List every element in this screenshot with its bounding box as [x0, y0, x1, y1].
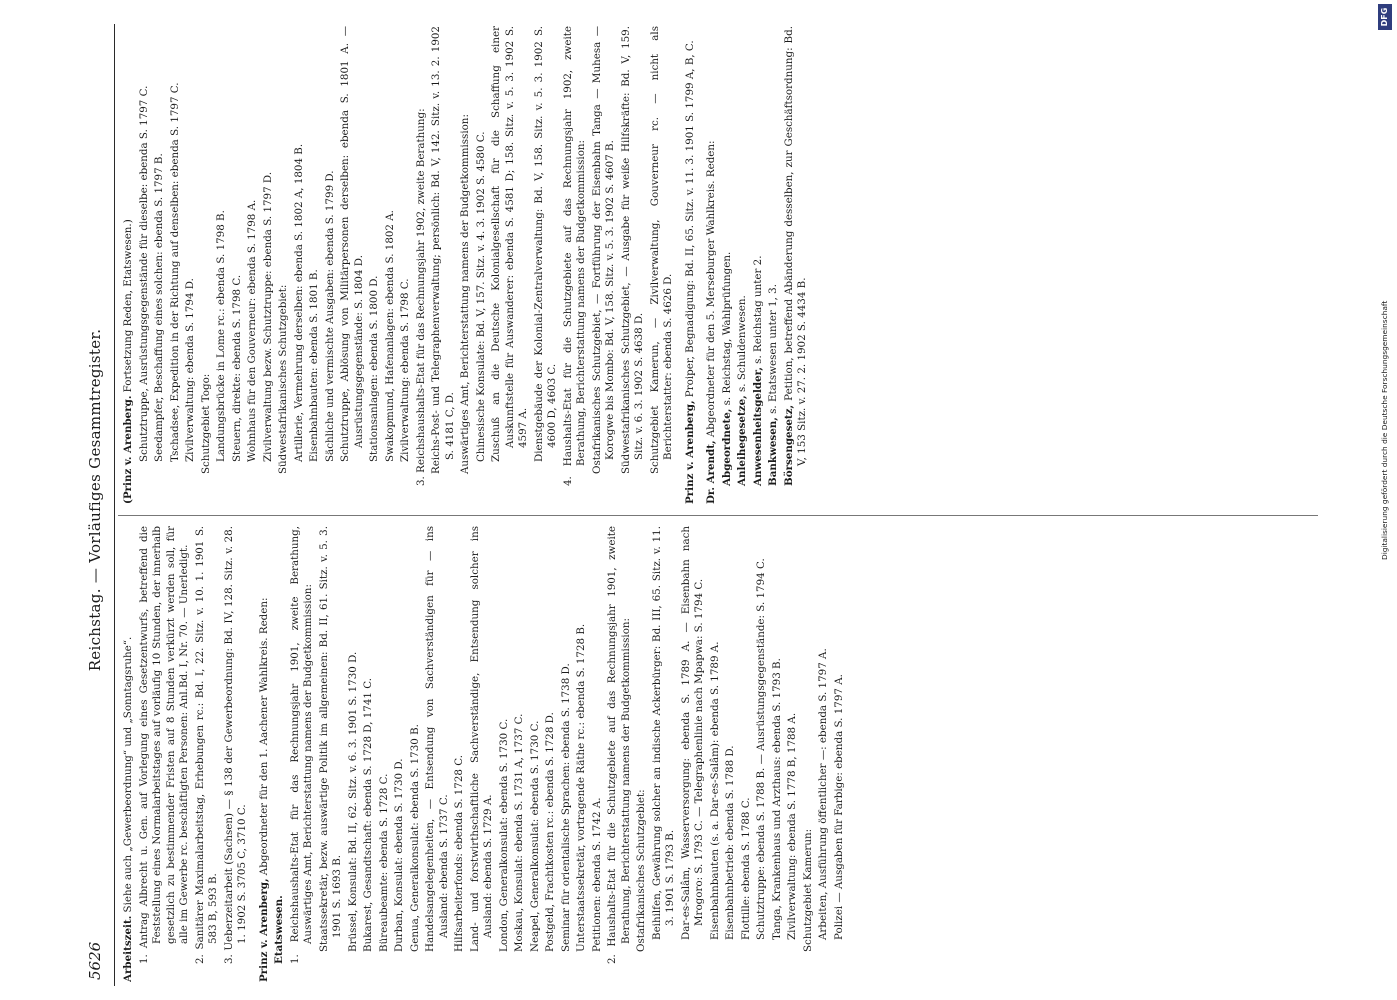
- index-entry: [736, 26, 750, 504]
- index-entry: [362, 526, 376, 982]
- index-entry: [562, 26, 589, 504]
- index-entry: [453, 526, 467, 982]
- index-entry: [153, 26, 167, 504]
- entry-text: Fortsetzung Reden, Etatswesen.): [122, 219, 134, 396]
- entry-text: s. Etatswesen unter 1, 3.: [767, 284, 779, 418]
- entry-text: 4. Haushalts-Etat für die Schutzgebiete auf das Rechnungsjahr 1902, zweite Berathung, Berichterstattung namens der Budgetkommission:: [561, 26, 587, 486]
- index-entry: [138, 26, 152, 504]
- index-entry: [424, 526, 451, 982]
- entry-text: Artillerie, Vermehrung derselben: ebenda S. 1802 A, 1804 B.: [292, 143, 305, 462]
- entry-text: Schutzgebiet Kamerun, — Zivilverwaltung, Gouverneur rc. — nicht als Berichterstatter: ebenda S. 4626 D.: [648, 26, 674, 474]
- index-entry: [635, 526, 649, 982]
- entry-text: 1. Reichshaushalts-Etat für das Rechnungsjahr 1901, zweite Berathung, Auswärtiges Amt, Berichterstattung namens der Budgetkommission:: [288, 526, 314, 964]
- entry-text: Zuschuß an die Deutsche Kolonialgesellschaft für die Schaffung einer Auskunftstelle für Auswanderer: ebenda S. 4581 D; 158. Sitz. v. 5. 3. 1902 S. 4597 A.: [490, 26, 529, 462]
- index-entry: [246, 26, 260, 504]
- entry-text: Schutzgebiet Togo:: [199, 373, 212, 474]
- index-entry: [293, 26, 307, 504]
- index-entry: [273, 526, 287, 982]
- entry-text: Dienstgebäude der Kolonial-Zentralverwaltung: Bd. V, 158. Sitz. v. 5. 3. 1902 S. 4600 D, 4603 C.: [532, 26, 558, 462]
- page-header: [82, 0, 112, 1000]
- entry-text: Abgeordneter für den 1. Aachener Wahlkreis. Reden:: [257, 597, 270, 879]
- index-entry: [591, 526, 605, 982]
- index-entry: [684, 26, 698, 504]
- entry-heading: Etatswesen.: [273, 895, 285, 964]
- entry-heading: Anwesenheitsgelder,: [751, 367, 764, 486]
- entry-text: Ostafrikanisches Schutzgebiet:: [635, 789, 647, 952]
- index-entry: [649, 26, 676, 504]
- entry-text: Postgeld, Frachtkosten rc.: ebenda S. 1728 D.: [544, 712, 556, 952]
- index-entry: [339, 26, 366, 504]
- entry-text: Abgeordneter für den 5. Merseburger Wahlkreis. Reden:: [705, 140, 717, 441]
- entry-heading: Abgeordnete,: [720, 408, 733, 486]
- index-entry: [469, 526, 496, 982]
- index-entry: [533, 26, 560, 504]
- entry-text: Staatssekretär, bezw. auswärtige Politik im allgemeinen: Bd. II, 61. Sitz. v. 5. 3. 1901 S. 1693 B.: [317, 526, 343, 952]
- index-entry: [215, 26, 229, 504]
- index-entry: [378, 526, 392, 982]
- entry-text: Seminar für orientalische Sprachen: ebenda S. 1738 D.: [559, 663, 572, 952]
- index-entry: [184, 26, 198, 504]
- index-entry: [475, 26, 489, 504]
- index-entry: [498, 526, 512, 982]
- index-entry: [817, 526, 831, 982]
- index-entry: [767, 26, 781, 504]
- entry-text: 2. Sanitärer Maximalarbeitstag, Erhebungen rc.: Bd. I, 22. Sitz. v. 10. 1. 1901 S. 583 B, 593 B.: [193, 526, 219, 964]
- entry-text: Land- und forstwirthschaftliche Sachverständige, Entsendung solcher ins Ausland: ebenda S. 1729 A.: [468, 526, 494, 952]
- index-entry: [709, 526, 723, 982]
- entry-text: Tanga, Krankenhaus und Arzthaus: ebenda S. 1793 B.: [770, 658, 783, 940]
- index-entry: [544, 526, 558, 982]
- dfg-logo: DFG: [1378, 4, 1392, 30]
- index-entry: [705, 26, 719, 504]
- entry-text: Schutztruppe: ebenda S. 1788 B. — Ausrüstungsgegenstände: S. 1794 C.: [755, 558, 767, 940]
- entry-text: Zivilverwaltung bezw. Schutztruppe: ebenda S. 1797 D.: [261, 171, 274, 462]
- index-entry: [384, 26, 398, 504]
- entry-text: Wohnhaus für den Gouverneur: ebenda S. 1798 A.: [246, 199, 258, 462]
- entry-text: Bukarest, Gesandtschaft: ebenda S. 1728 D, 1741 C.: [362, 678, 374, 952]
- entry-text: Reichs-Post- und Telegraphenverwaltung; persönlich: Bd. V, 142. Sitz. v. 13. 2. 1902 S. 4181 C, D.: [430, 26, 456, 474]
- entry-text: Unterstaatssekretär, vortragende Räthe rc.: ebenda S. 1728 B.: [575, 623, 587, 952]
- entry-text: Genua, Generalkonsulat: ebenda S. 1730 B.: [408, 724, 421, 952]
- entry-text: Zivilverwaltung: ebenda S. 1794 D.: [184, 278, 196, 462]
- index-entry: [415, 26, 429, 504]
- entry-text: Zivilverwaltung: ebenda S. 1778 B, 1788 A.: [786, 712, 798, 940]
- index-entry: [833, 526, 847, 982]
- index-entry: [771, 526, 785, 982]
- entry-text: Tschadsee, Expedition in der Richtung auf denselben: ebenda S. 1797 C.: [168, 82, 181, 462]
- entry-text: Siehe auch „Gewerbeordnung“ und „Sonntagsruhe“.: [122, 636, 134, 916]
- index-entry: [575, 526, 589, 982]
- index-entry: [262, 26, 276, 504]
- index-entry: [399, 26, 413, 504]
- index-entry: [724, 526, 738, 982]
- entry-text: Auswärtiges Amt, Berichterstattung namens der Budgetkommission:: [459, 114, 471, 474]
- index-entry: [802, 526, 816, 982]
- index-entry: [430, 26, 457, 504]
- entry-text: Durban, Konsulat: ebenda S. 1730 D.: [393, 758, 405, 952]
- index-entry: [169, 26, 183, 504]
- index-entry: [606, 526, 633, 982]
- index-entry: [223, 526, 250, 982]
- entry-text: Südwestafrikanisches Schutzgebiet:: [277, 284, 289, 474]
- entry-text: Handelsangelegenheiten, — Entsendung von Sachverständigen für — ins Ausland: ebenda S. 1737 C.: [424, 526, 450, 952]
- index-entry: [324, 26, 338, 504]
- entry-heading: Anleihegesetze,: [736, 395, 748, 486]
- entry-text: 2. Haushalts-Etat für die Schutzgebiete auf das Rechnungsjahr 1901, zweite Berathung, Berichterstattung namens der Budgetkommission:: [606, 526, 632, 964]
- index-entry: [122, 526, 136, 982]
- index-entry: [409, 526, 423, 982]
- entry-heading: Börsengesetz,: [782, 404, 795, 486]
- index-entry: [277, 26, 291, 504]
- index-entry: [308, 26, 322, 504]
- entry-text: Südwestafrikanisches Schutzgebiet, — Ausgabe für weiße Hilfskräfte: Bd. V, 159. Sitz. v. 6. 3. 1902 S. 4638 D.: [619, 26, 645, 474]
- index-entry: [258, 526, 272, 982]
- entry-text: Seedampfer, Beschaffung eines solchen: ebenda S. 1797 B.: [153, 153, 165, 462]
- entry-heading: Prinz v. Arenberg,: [257, 878, 270, 982]
- header-rule: [114, 24, 115, 986]
- entry-heading: Dr. Arendt,: [705, 440, 717, 504]
- entry-heading: Bankwesen,: [767, 417, 779, 486]
- index-entry: [680, 526, 707, 982]
- digitization-credit: Digitalisierung gefördert durch die Deutsche Forschungsgemeinschaft: [1380, 300, 1389, 560]
- entry-text: Brüssel, Konsulat: Bd. II, 62. Sitz. v. 6. 3. 1901 S. 1730 D.: [346, 651, 359, 952]
- right-column: [122, 26, 1312, 504]
- index-entry: [138, 526, 192, 982]
- index-entry: [721, 26, 735, 504]
- index-entry: [620, 26, 647, 504]
- index-entry: [591, 26, 618, 504]
- entry-text: Hilfsarbeiterfonds: ebenda S. 1728 C.: [453, 754, 465, 952]
- index-entry: [289, 526, 316, 982]
- index-entry: [513, 526, 527, 982]
- entry-text: Büreaubeamte: ebenda S. 1728 C.: [377, 773, 390, 952]
- entry-text: s. Schuldenwesen.: [736, 295, 748, 396]
- entry-text: Landungsbrücke in Lome rc.: ebenda S. 1798 B.: [215, 210, 227, 462]
- entry-text: Eisenbahnbauten (s. a. Dar-es-Salâm): ebenda S. 1789 A.: [708, 641, 721, 940]
- entry-text: 3. Ueberzeitarbeit (Sachsen) — § 138 der Gewerbeordnung: Bd. IV, 128. Sitz. v. 28. 1. 1902 S. 3705 C, 3710 C.: [222, 526, 248, 964]
- index-entry: [651, 526, 678, 982]
- index-entry: [231, 26, 245, 504]
- entry-text: Neapel, Generalkonsulat: ebenda S. 1730 C.: [528, 720, 541, 952]
- entry-text: Petitionen: ebenda S. 1742 A.: [590, 797, 603, 952]
- column-separator: [118, 515, 1318, 516]
- entry-text: Dar-es-Salâm, Wasserversorgung: ebenda S. 1789 A. — Eisenbahn nach Mrogoro: S. 1793 C. — Telegraphenlinie nach Mpapwa: S. 1794 C.: [679, 526, 705, 940]
- entry-text: Schutzgebiet Kamerun:: [801, 828, 814, 952]
- index-entry: [755, 526, 769, 982]
- index-entry: [200, 26, 214, 504]
- entry-heading: (Prinz v. Arenberg.: [122, 395, 134, 504]
- entry-text: Flottille: ebenda S. 1788 C.: [739, 797, 752, 940]
- entry-text: Eisenbahnbetrieb: ebenda S. 1788 D.: [724, 745, 736, 940]
- entry-text: 3. Reichshaushalts-Etat für das Rechnungsjahr 1902, zweite Berathung:: [414, 108, 427, 486]
- index-entry: [393, 526, 407, 982]
- entry-text: 1. Antrag Albrecht u. Gen. auf Vorlegung eines Gesetzentwurfs, betreffend die Feststellung eines Normalarbeitstages auf vorläufig 10 Stunden, der innerhalb gesetzlich zu bestimmender Fristen auf 8 Stunden verkürzt werden soll, für alle im Gewerbe rc. beschäftigten Personen: Anl.Bd. I, Nr. 70. — Unerledigt.: [137, 526, 190, 964]
- index-entry: [368, 26, 382, 504]
- entry-text: s. Reichstag, Wahlprüfungen.: [720, 251, 733, 409]
- page-number: 5626: [86, 941, 104, 980]
- entry-text: Schutztruppe, Ausrüstungsgegenstände für dieselbe: ebenda S. 1797 C.: [137, 85, 150, 462]
- entry-text: Petition, betreffend Abänderung desselben, zur Geschäftsordnung: Bd. V, 153 Sitz. v. 27. 2. 1902 S. 4434 B.: [782, 26, 808, 466]
- entry-text: Arbeiten, Ausführung öffentlicher —: ebenda S. 1797 A.: [817, 648, 829, 940]
- entry-text: Zivilverwaltung: ebenda S. 1798 C.: [399, 278, 411, 462]
- left-column: [122, 526, 1312, 982]
- index-entry: [783, 26, 810, 504]
- entry-text: Moskau, Konsulat: ebenda S. 1731 A, 1737 C.: [513, 713, 525, 952]
- entry-text: Eisenbahnbauten: ebenda S. 1801 B.: [308, 269, 320, 462]
- entry-heading: Arbeitszeit.: [122, 915, 134, 982]
- entry-text: Swakopmund, Hafenanlagen: ebenda S. 1802 A.: [383, 210, 396, 462]
- entry-text: Polizei — Ausgaben für Farbige: ebenda S. 1797 A.: [832, 674, 845, 940]
- index-entry: [459, 26, 473, 504]
- index-entry: [752, 26, 766, 504]
- index-entry: [347, 526, 361, 982]
- entry-text: London, Generalkonsulat: ebenda S. 1730 C.: [497, 718, 510, 952]
- index-entry: [318, 526, 345, 982]
- entry-text: Stationsanlagen: ebenda S. 1800 D.: [368, 275, 380, 462]
- index-entry: [560, 526, 574, 982]
- page-title: Reichstag. — Vorläufiges Gesammtregister.: [86, 328, 104, 672]
- index-entry: [490, 26, 531, 504]
- entry-text: Steuern, direkte: ebenda S. 1798 C.: [230, 274, 243, 462]
- index-entry: [194, 526, 221, 982]
- entry-text: Sächliche und vermischte Ausgaben: ebenda S. 1799 D.: [323, 170, 336, 462]
- index-entry: [786, 526, 800, 982]
- index-entry: [122, 26, 136, 504]
- entry-heading: Prinz v. Arenberg,: [683, 400, 696, 504]
- entry-text: s. Reichstag unter 2.: [751, 255, 764, 368]
- entry-text: Ostafrikanisches Schutzgebiet, — Fortführung der Eisenbahn Tanga — Muhesa — Korogwe bis Mombo: Bd. V, 158. Sitz. v. 5. 3. 1902 S. 4607 B.: [590, 26, 616, 474]
- entry-text: Proiper, Begnadigung: Bd. II, 65. Sitz. v. 11. 3. 1901 S. 1799 A, B, C.: [683, 40, 696, 401]
- index-entry: [740, 526, 754, 982]
- index-entry: [529, 526, 543, 982]
- entry-text: Schutztruppe, Ablösung von Militärpersonen derselben: ebenda S. 1801 A. — Ausrüstungsgegenstände: S. 1804 D.: [339, 26, 365, 462]
- entry-text: Beihilfen, Gewährung solcher an indische Ackerbürger: Bd. III, 65. Sitz. v. 11. 3. 1901 S. 1793 B.: [650, 526, 676, 940]
- entry-text: Chinesische Konsulate: Bd. V, 157. Sitz. v. 4. 3. 1902 S. 4580 C.: [474, 131, 487, 462]
